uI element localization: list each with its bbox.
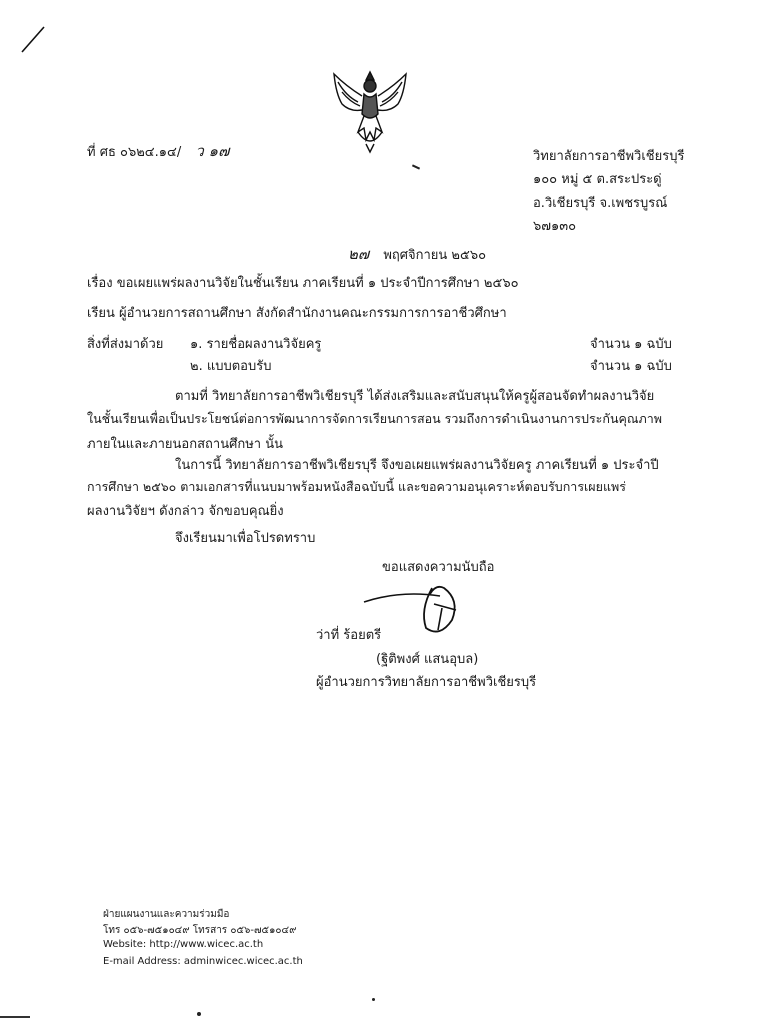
scan-edge — [0, 1016, 30, 1018]
paragraph-1-line-3: ภายในและภายนอกสถานศึกษา นั้น — [87, 437, 283, 452]
enclosure-count-2: จำนวน ๑ ฉบับ — [590, 359, 672, 374]
subject-line: เรื่อง ขอเผยแพร่ผลงานวิจัยในชั้นเรียน ภาคเรียนที่ ๑ ประจำปีการศึกษา ๒๕๖๐ — [87, 276, 519, 291]
sender-line-3: อ.วิเชียรบุรี จ.เพชรบูรณ์ — [533, 196, 668, 211]
pen-mark — [18, 24, 48, 54]
reference-number — [87, 139, 229, 163]
paragraph-2-line-2: การศึกษา ๒๕๖๐ ตามเอกสารที่แนบมาพร้อมหนังสือฉบับนี้ และขอความอนุเคราะห์ตอบรับการเผยแพร่ — [87, 479, 626, 494]
footer-phone: โทร ๐๕๖-๗๕๑๐๔๙ โทรสาร ๐๕๖-๗๕๑๐๔๙ — [103, 925, 297, 936]
signer-rank: ว่าที่ ร้อยตรี — [316, 628, 382, 643]
date-day-handwritten: ๒๗ — [348, 245, 370, 263]
paragraph-1-line-1: ตามที่ วิทยาลัยการอาชีพวิเชียรบุรี ได้ส่งเสริมและสนับสนุนให้ครูผู้สอนจัดทำผลงานวิจัย — [175, 389, 655, 404]
garuda-emblem — [328, 66, 412, 154]
recipient-line: เรียน ผู้อำนวยการสถานศึกษา สังกัดสำนักงานคณะกรรมการการอาชีวศึกษา — [87, 306, 507, 321]
footer-email: E-mail Address: adminwicec.wicec.ac.th — [103, 956, 303, 967]
enclosure-label: สิ่งที่ส่งมาด้วย — [87, 337, 164, 352]
signer-name: (ฐิติพงศ์ แสนอุบล) — [376, 652, 479, 667]
sender-line-1: วิทยาลัยการอาชีพวิเชียรบุรี — [533, 149, 685, 164]
enclosure-count-1: จำนวน ๑ ฉบับ — [590, 337, 672, 352]
footer-website: Website: http://www.wicec.ac.th — [103, 939, 264, 950]
scan-speck — [372, 998, 375, 1001]
enclosure-item-1: ๑. รายชื่อผลงานวิจัยครู — [190, 337, 322, 352]
reference-prefix: ที่ ศธ ๐๖๒๔.๑๔/ — [87, 145, 182, 160]
letter-date — [348, 242, 486, 266]
reference-handwritten: ว ๑๗ — [195, 142, 230, 160]
enclosure-item-2: ๒. แบบตอบรับ — [190, 359, 272, 374]
scan-speck — [197, 1012, 201, 1016]
footer-department: ฝ่ายแผนงานและความร่วมมือ — [103, 909, 230, 920]
stray-dash — [412, 164, 420, 169]
sender-line-2: ๑๐๐ หมู่ ๕ ต.สระประดู่ — [533, 172, 662, 187]
paragraph-1-line-2: ในชั้นเรียนเพื่อเป็นประโยชน์ต่อการพัฒนาการจัดการเรียนการสอน รวมถึงการดำเนินงานการประกันคุณภาพ — [87, 411, 662, 426]
paragraph-2-line-1: ในการนี้ วิทยาลัยการอาชีพวิเชียรบุรี จึงขอเผยแพร่ผลงานวิจัยครู ภาคเรียนที่ ๑ ประจำปี — [175, 458, 659, 473]
paragraph-2-line-3: ผลงานวิจัยฯ ดังกล่าว จักขอบคุณยิ่ง — [87, 504, 284, 519]
signer-title: ผู้อำนวยการวิทยาลัยการอาชีพวิเชียรบุรี — [316, 675, 537, 690]
sender-line-4: ๖๗๑๓๐ — [533, 219, 577, 234]
date-rest: พฤศจิกายน ๒๕๖๐ — [383, 248, 487, 263]
closing-request: จึงเรียนมาเพื่อโปรดทราบ — [175, 531, 316, 546]
closing-salutation: ขอแสดงความนับถือ — [382, 560, 495, 575]
